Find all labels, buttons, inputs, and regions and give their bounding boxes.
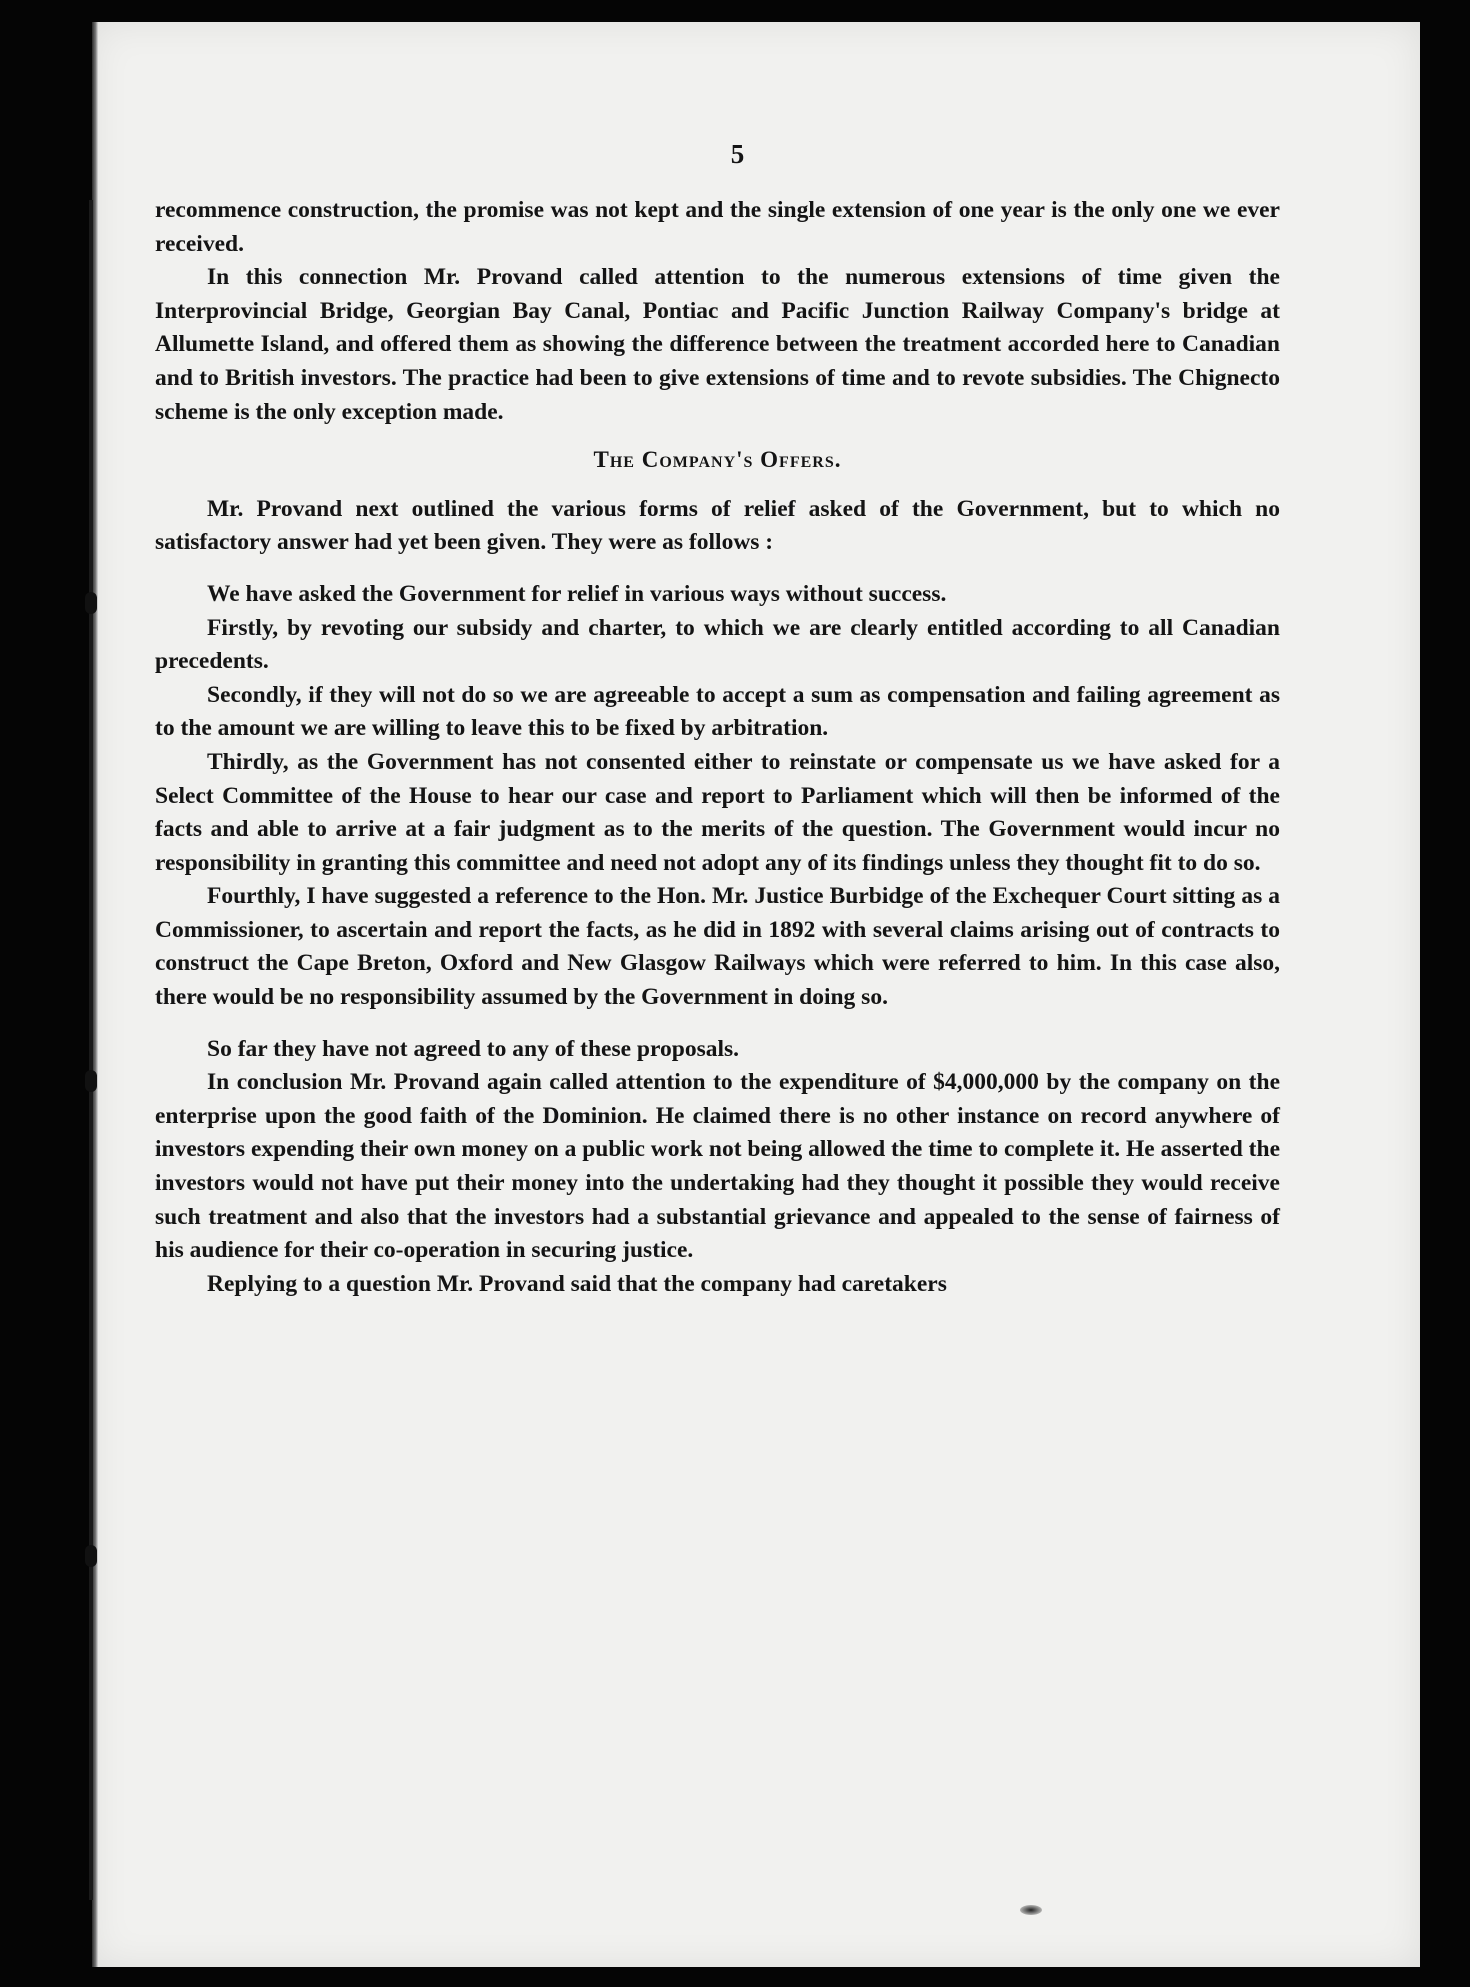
paragraph: recommence construction, the promise was not kept and the single extension of one year is the only one we ever received. bbox=[155, 197, 1280, 257]
binding-thread bbox=[89, 200, 93, 1900]
paragraph: Replying to a question Mr. Provand said that the company had caretakers bbox=[207, 1270, 947, 1297]
paragraph: We have asked the Government for relief in various ways without success. bbox=[207, 580, 947, 607]
paragraph: In this connection Mr. Provand called attention to the numerous extensions of time given the Interprovincial Bridge, Georgian Bay Canal, Pontiac and Pacific Junction Railway Company's bridge at Allumette Island, and offered them as showing the difference between the treatment accorded here to Canadian and to British investors. The practice had been to give extensions of time and to revote subsidies. The Chignecto scheme is the only exception made. bbox=[155, 264, 1280, 425]
scan-smudge bbox=[1020, 1905, 1042, 1915]
paragraph: Secondly, if they will not do so we are agreeable to accept a sum as compensation and failing agreement as to the amount we are willing to leave this to be fixed by arbitration. bbox=[155, 681, 1280, 742]
paragraph: Fourthly, I have suggested a reference to the Hon. Mr. Justice Burbidge of the Exchequer Court sitting as a Commissioner, to ascertain and report the facts, as he did in 1892 with several claims arising out of contracts to construct the Cape Breton, Oxford and New Glasgow Railways which were referred to him. In this case also, there would be no responsibility assumed by the Government in doing so. bbox=[155, 883, 1280, 1011]
paragraph: Thirdly, as the Government has not consented either to reinstate or compensate us we have asked for a Select Committee of the House to hear our case and report to Parliament which will then be informed of the facts and able to arrive at a fair judgment as to the merits of the question. The Government would incur no responsibility in granting this committee and need not adopt any of its findings unless they thought fit to do so. bbox=[155, 748, 1280, 876]
paragraph: Firstly, by revoting our subsidy and charter, to which we are clearly entitled according to all Canadian precedents. bbox=[155, 614, 1280, 675]
paragraph: So far they have not agreed to any of these proposals. bbox=[207, 1035, 740, 1062]
page-text bbox=[155, 138, 1280, 1301]
page-number: 5 bbox=[730, 139, 745, 169]
section-heading: The Company's Offers. bbox=[593, 447, 842, 473]
binding-knot bbox=[85, 1545, 97, 1567]
binding-knot bbox=[85, 1070, 97, 1092]
paragraph: In conclusion Mr. Provand again called attention to the expenditure of $4,000,000 by the company on the enterprise upon the good faith of the Dominion. He claimed there is no other instance on record anywhere of investors expending their own money on a public work not being allowed the time to complete it. He asserted the investors would not have put their money into the undertaking had they thought it possible they would receive such treatment and also that the investors had a substantial grievance and appealed to the sense of fairness of his audience for their co-operation in securing justice. bbox=[155, 1069, 1280, 1264]
binding-knot bbox=[85, 592, 97, 614]
paragraph: Mr. Provand next outlined the various forms of relief asked of the Government, but to which no satisfactory answer had yet been given. They were as follows : bbox=[155, 495, 1280, 556]
